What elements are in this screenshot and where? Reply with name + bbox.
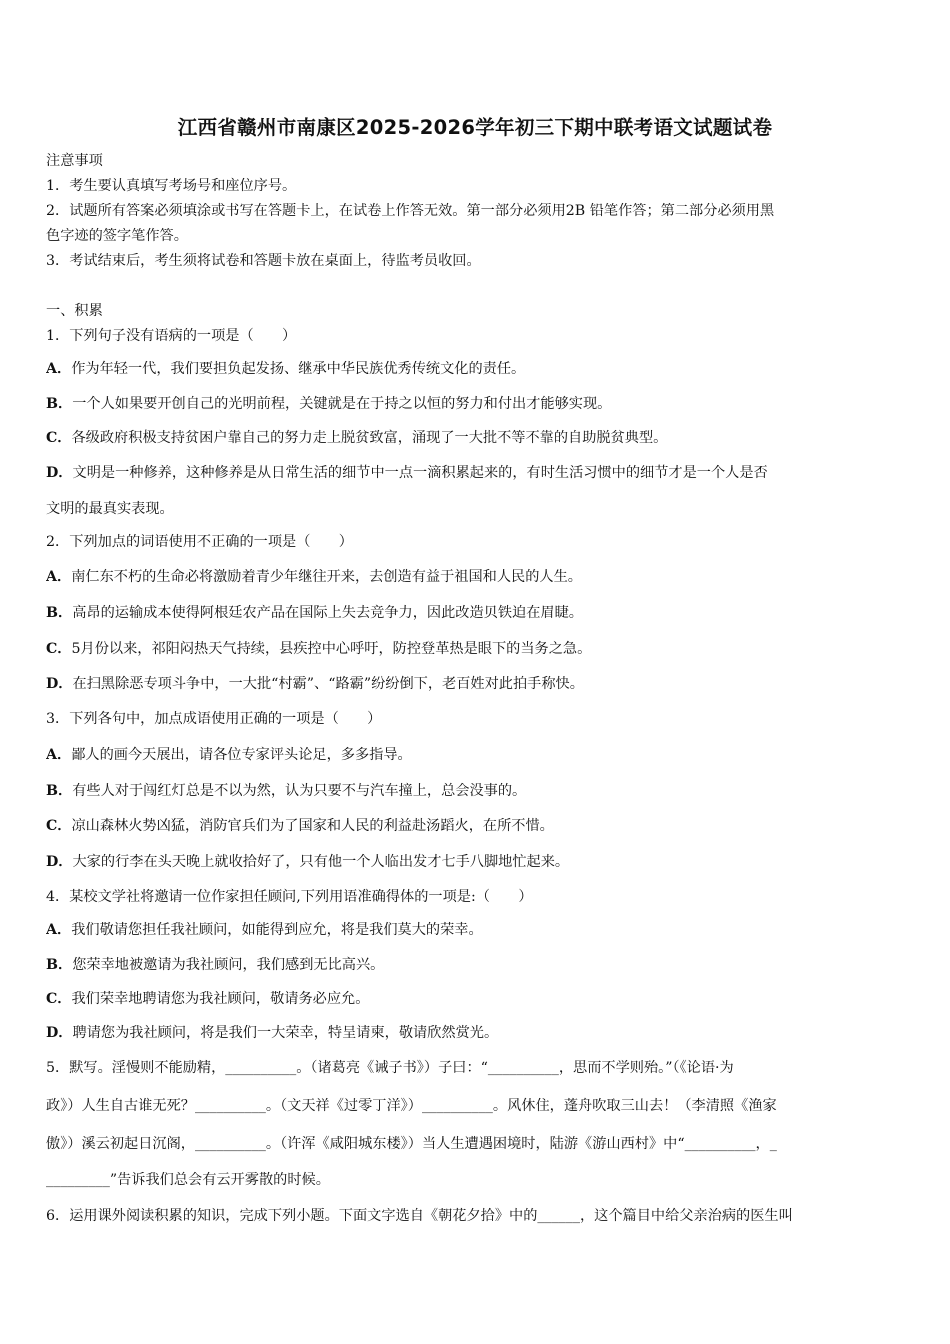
option-d (46, 673, 908, 695)
option-text: 聘请您为我社顾问，将是我们一大荣幸，特呈请柬，敬请欣然赏光。 (72, 1025, 499, 1041)
option-label: B． (46, 396, 73, 412)
option-label: D． (46, 854, 73, 870)
option-b (46, 393, 908, 415)
question-stem: 4．某校文学社将邀请一位作家担任顾问,下列用语准确得体的一项是:（ ） (46, 889, 533, 905)
option-label: D． (46, 1025, 73, 1041)
option-text: 鄙人的画今天展出，请各位专家评头论足，多多指导。 (71, 747, 412, 763)
option-label: B． (46, 957, 73, 973)
option-d (46, 851, 908, 873)
option-label: D． (46, 465, 73, 481)
question-stem: 3．下列各句中，加点成语使用正确的一项是（ ） (46, 711, 382, 727)
q5-line: 5．默写。淫慢则不能励精，__________。（诸葛亮《诫子书》）子曰：“__________，思而不学则殆。”（《论语·为 (46, 1060, 734, 1076)
option-label: A． (46, 922, 72, 938)
option-text: 我们敬请您担任我社顾问，如能得到应允，将是我们莫大的荣幸。 (71, 922, 483, 938)
option-d (46, 1022, 908, 1044)
option-b (46, 602, 908, 624)
option-label: D． (46, 676, 73, 692)
option-text: 5月份以来，祁阳闷热天气持续，县疾控中心呼吁，防控登革热是眼下的当务之急。 (71, 641, 592, 657)
option-label: C． (46, 991, 72, 1007)
question-stem: 1．下列句子没有语病的一项是（ ） (46, 328, 297, 344)
notice-item: 1．考生要认真填写考场号和座位序号。 (46, 178, 297, 194)
notice-item: 3．考试结束后，考生须将试卷和答题卡放在桌面上，待监考员收回。 (46, 253, 481, 269)
option-text: 文明是一种修养，这种修养是从日常生活的细节中一点一滴积累起来的，有时生活习惯中的细节才是一个人是否 (72, 465, 768, 481)
option-text: 您荣幸地被邀请为我社顾问，我们感到无比高兴。 (72, 957, 385, 973)
option-a (46, 744, 908, 766)
option-a (46, 358, 908, 380)
option-text: 一个人如果要开创自己的光明前程，关键就是在于持之以恒的努力和付出才能够实现。 (72, 396, 612, 412)
option-text: 高昂的运输成本使得阿根廷农产品在国际上失去竞争力，因此改造贝铁迫在眉睫。 (72, 605, 583, 621)
option-label: A． (46, 361, 72, 377)
q5-line: _________”告诉我们总会有云开雾散的时候。 (46, 1172, 330, 1188)
option-text: 南仁东不朽的生命必将激励着青少年继往开来，去创造有益于祖国和人民的人生。 (71, 569, 582, 585)
option-label: C． (46, 818, 72, 834)
option-c (46, 815, 908, 837)
option-label: A． (46, 569, 72, 585)
option-label: C． (46, 430, 72, 446)
option-continuation: 文明的最真实表现。 (46, 501, 174, 517)
notice-item: 2．试题所有答案必须填涂或书写在答题卡上，在试卷上作答无效。第一部分必须用2B 铅笔作答；第二部分必须用黑 (46, 203, 775, 219)
option-text: 我们荣幸地聘请您为我社顾问，敬请务必应允。 (71, 991, 370, 1007)
option-a (46, 919, 908, 941)
page-title: 江西省赣州市南康区2025-2026学年初三下期中联考语文试题试卷 (177, 116, 773, 139)
option-text: 各级政府积极支持贫困户靠自己的努力走上脱贫致富，涌现了一大批不等不靠的自助脱贫典型。 (71, 430, 668, 446)
q5-line: 政》）人生自古谁无死？__________。（文天祥《过零丁洋》）__________。风休住，蓬舟吹取三山去！（李清照《渔家 (46, 1098, 777, 1114)
option-label: B． (46, 605, 73, 621)
option-text: 凉山森林火势凶猛，消防官兵们为了国家和人民的利益赴汤蹈火，在所不惜。 (71, 818, 554, 834)
question-stem: 2．下列加点的词语使用不正确的一项是（ ） (46, 534, 353, 550)
option-d (46, 462, 908, 484)
option-c (46, 988, 908, 1010)
option-a (46, 566, 908, 588)
option-b (46, 780, 908, 802)
option-text: 有些人对于闯红灯总是不以为然，认为只要不与汽车撞上，总会没事的。 (72, 783, 527, 799)
q5-line: 傲》）溪云初起日沉阁，__________。（许浑《咸阳城东楼》）当人生遭遇困境时，陆游《游山西村》中“__________，_ (46, 1136, 777, 1152)
q6-line: 6．运用课外阅读积累的知识，完成下列小题。下面文字选自《朝花夕拾》中的______，这个篇目中给父亲治病的医生叫 (46, 1208, 793, 1224)
option-text: 作为年轻一代，我们要担负起发扬、继承中华民族优秀传统文化的责任。 (71, 361, 526, 377)
option-label: C． (46, 641, 72, 657)
notice-item: 色字迹的签字笔作答。 (46, 228, 188, 244)
option-c (46, 638, 908, 660)
notice-heading: 注意事项 (46, 153, 103, 169)
option-text: 在扫黑除恶专项斗争中，一大批“村霸”、“路霸”纷纷倒下，老百姓对此拍手称快。 (72, 676, 584, 692)
option-c (46, 427, 908, 449)
option-text: 大家的行李在头天晚上就收拾好了，只有他一个人临出发才七手八脚地忙起来。 (72, 854, 570, 870)
option-label: A． (46, 747, 72, 763)
option-label: B． (46, 783, 73, 799)
option-b (46, 954, 908, 976)
section-heading: 一、积累 (46, 303, 103, 319)
